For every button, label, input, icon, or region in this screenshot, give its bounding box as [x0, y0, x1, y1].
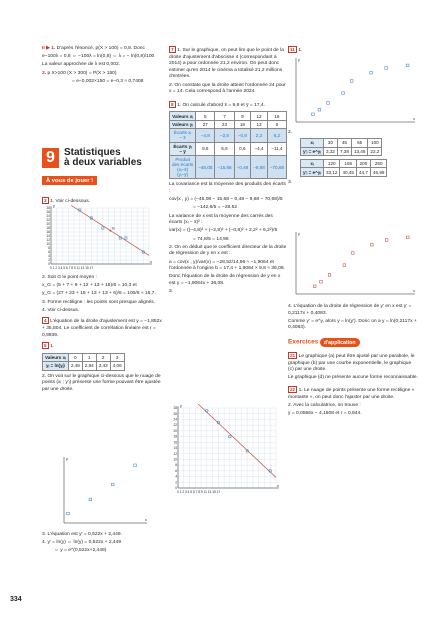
ex8-cell: −11,4	[267, 142, 286, 155]
section-header	[42, 147, 142, 168]
ex11a-cell: 100	[368, 139, 382, 147]
ex21-text: Le graphique (a) peut être ajusté par une parabole, le graphique (b) par une courbe exponentielle, le graphique (c) par une droite.	[288, 354, 415, 373]
ex5-q1: 1.	[50, 344, 55, 350]
ex11b-cell: 33,12	[323, 168, 340, 176]
ex8-cell: 12	[251, 112, 268, 120]
column-3	[288, 46, 418, 56]
data-point	[320, 280, 323, 283]
ex5-number: 5	[44, 343, 47, 349]
ex5-cell: 2,48	[68, 362, 82, 370]
ex11-q2: 2.	[288, 130, 293, 135]
ex11b-cell: 44,7	[356, 168, 370, 176]
intro-label2: 2.	[42, 70, 47, 76]
x-axis-label: x	[145, 518, 147, 522]
ex8-cell: 27	[196, 120, 215, 128]
y-tick-label: 10	[46, 242, 50, 247]
mean-point-label: G	[111, 226, 115, 231]
ex11-q4a: 4. L'équation de la droite de régression de y' en x est y' = 0,2117x + 0,4083.	[288, 304, 412, 316]
a-vous-label: À vous de jouer !	[42, 176, 97, 185]
ex8-cell: Valeurs xᵢ	[170, 112, 196, 120]
y-axis-label: y	[180, 404, 182, 408]
y-tick-label: 26	[173, 411, 177, 416]
ex7-number: 7	[171, 47, 174, 52]
ex8-cell: −70,68	[267, 155, 286, 178]
data-point	[111, 483, 114, 486]
ex8-cell: 0,6	[234, 142, 251, 155]
ex11a-cell: 45	[337, 139, 351, 147]
ex11b-cell: xᵢ	[301, 159, 324, 167]
y-tick-label: 16	[173, 440, 177, 445]
ex8-q3: 3.	[169, 289, 174, 295]
y-tick-label: 24	[46, 214, 50, 219]
ex8-cell: −15,68	[215, 155, 234, 178]
ex8-cell: 13	[251, 120, 268, 128]
ex11b-cell: 165	[340, 159, 357, 167]
ex8-cov-2: = −142,6/5 = −28,52	[193, 205, 238, 211]
data-point	[342, 92, 345, 95]
ex11a-cell: 65	[351, 139, 368, 147]
data-point	[328, 274, 331, 277]
ex11b-cell: y'ᵢ = e^yᵢ	[301, 168, 324, 176]
ex11b-cell: 200	[356, 159, 370, 167]
ex8-cell: 9,6	[196, 142, 215, 155]
data-point	[318, 108, 321, 111]
x-axis-label: x	[413, 289, 415, 293]
ex5-cell: 1	[82, 353, 96, 361]
data-point	[385, 67, 388, 70]
ex8-cell: 6	[267, 120, 286, 128]
ex8-a: a = cov(x , y)/var(x) = −28,52/14,96 ≈ −1,9064 et l'ordonnée à l'origine b = 17,4 + 1,9064 × 9,8 ≈ 36,08.	[169, 259, 285, 272]
data-point	[134, 464, 137, 467]
section-title-2: à deux variables	[64, 157, 142, 168]
y-tick-label: 28	[173, 406, 177, 411]
ex3-q1: 1. Voir ci-dessous.	[50, 199, 91, 204]
chart-3	[169, 404, 281, 496]
ex22-q3: y = 0,0556x − 4,1508 et r = 0,944.	[288, 411, 362, 417]
ex5-table	[42, 353, 125, 371]
ex8-cell: 5	[196, 112, 215, 120]
ex3-answers	[42, 275, 164, 395]
ex8-cell: −46,08	[196, 155, 215, 178]
ex3-q3: 3. Forme rectiligne : les points sont presque alignés.	[42, 299, 156, 305]
y-axis-label: y	[53, 204, 55, 208]
ex11a-cell: 13,46	[351, 147, 368, 155]
y-tick-label: 20	[173, 428, 177, 433]
ex4-number: 4	[44, 318, 47, 324]
data-point	[370, 71, 373, 74]
y-tick-label: 8	[48, 246, 50, 251]
ex8-cell: 16	[267, 112, 286, 120]
y-tick-label: 18	[46, 226, 50, 231]
data-point	[351, 252, 354, 255]
ex11a-cell: 22,2	[368, 147, 382, 155]
y-tick-label: 14	[46, 234, 50, 239]
ex11-table-a	[300, 138, 382, 156]
y-axis-label: y	[66, 457, 68, 461]
ex8-concl: Donc l'équation de la droite de régression de y en x est y = −1,9064x + 36,08.	[169, 274, 281, 287]
ex11b-cell: 120	[323, 159, 340, 167]
y-tick-label: 2	[175, 480, 177, 485]
ex8-table	[169, 111, 287, 179]
ex5-cell: 3,43	[96, 362, 110, 370]
ex7-text: 1. Sur le graphique, on peut lire que le point de la droite d'ajustement d'abscisse 4 (correspondant à 2014) a pour ordonnée 21,2 environ. On peut donc estimer qu'en 2014 le cinéma a totalisé 21,2 millions d'entrées.	[169, 48, 284, 80]
x-tick-labels: 0 1 2 3 4 5 6 7 8 9 11 13 15 17	[177, 490, 221, 494]
y-tick-label: 18	[173, 434, 177, 439]
intro-line1: D'après l'énoncé, p(X > 100) = 0,8. Donc	[56, 46, 145, 51]
ex5-cell: 0	[68, 353, 82, 361]
y-tick-label: 20	[46, 222, 50, 227]
x-axis-label: x	[277, 484, 279, 488]
y-tick-label: 6	[175, 468, 177, 473]
data-point	[327, 102, 330, 105]
ex11-q4b: Comme y' = e^y, alors y = ln(y'). Donc on a y = ln(0,2117x + 0,4083).	[288, 318, 417, 331]
ex8-cell: 2,2	[251, 129, 268, 142]
ex5-cell: 2,94	[82, 362, 96, 370]
ex21-number: 21	[290, 353, 296, 359]
ex22-q2: 2. Avec la calculatrice, on trouve :	[288, 402, 361, 408]
data-point	[371, 243, 374, 246]
data-point	[312, 113, 315, 116]
y-tick-label: 0	[175, 486, 177, 491]
ex3-q2a: 2. Soit G le point moyen :	[42, 275, 97, 280]
data-point	[406, 236, 409, 239]
ex5-cell: 3	[110, 353, 124, 361]
data-point	[89, 498, 92, 501]
ex11b-cell: 40,45	[340, 168, 357, 176]
ex5-q3: 3. L'équation est y' = 0,522x + 2,449.	[42, 532, 122, 537]
y-tick-label: 22	[173, 423, 177, 428]
ex8-cell: Valeurs yᵢ	[170, 120, 196, 128]
column-1	[42, 46, 164, 87]
intro-line3: La valeur approchée de λ est 0,002.	[42, 62, 121, 68]
section-title-1: Statistiques	[64, 147, 121, 158]
chart-4	[290, 56, 418, 126]
y-tick-label: 12	[173, 451, 177, 456]
data-point	[67, 512, 70, 515]
ex8-q2: 2. On en déduit que le coefficient directeur de la droite de régression de y en x est :	[169, 244, 287, 257]
y-tick-label: 2	[48, 258, 50, 263]
exercices-header	[288, 338, 418, 347]
ex8-cell: Écarts xᵢ − x̄	[170, 129, 196, 142]
ex11-q1: 1.	[298, 48, 303, 53]
ex8-number: 8	[171, 101, 174, 107]
ex11a-cell: 30	[323, 139, 337, 147]
intro-label: II ▶ 1.	[42, 46, 56, 51]
ex3-q2c: y_G = (27 + 23 + 18 + 13 + 13 + 6)/6 = 100/6 ≈ 16,7.	[42, 291, 156, 297]
y-tick-label: 8	[175, 463, 177, 468]
data-point	[313, 285, 316, 288]
y-tick-label: 4	[48, 254, 50, 259]
data-point	[343, 264, 346, 267]
ex8-cell: Produit des écarts (xᵢ−x̄)(yᵢ−ȳ)	[170, 155, 196, 178]
y-tick-label: 0	[48, 262, 50, 267]
ex5-q2: 2. On voit sur le graphique ci-dessous que le nuage de points (xᵢ ; y'ᵢ) présente une forme pouvant être ajustée par une droite.	[42, 373, 161, 392]
y-tick-label: 24	[173, 417, 177, 422]
ex7-text2: 2. On constate que la droite atteint l'ordonnée 24 pour x = 14. Cela correspond à l'année 2024.	[169, 82, 286, 95]
ex8-cell: −9,68	[251, 155, 268, 178]
ex8-cov-1: cov(x , y) = (−46,08 − 15,68 − 0,48 − 9,68 − 70,68)/5	[169, 197, 283, 203]
ex8-cell: −4,4	[251, 142, 268, 155]
ex5-cell: Valeurs xᵢ	[43, 353, 69, 361]
y-tick-label: 16	[46, 230, 50, 235]
page-number: 334	[10, 596, 22, 603]
ex8-cell: 5,6	[215, 142, 234, 155]
ex11a-cell: 7,38	[337, 147, 351, 155]
d-application-pill: d'application	[320, 338, 360, 347]
x-tick-labels: 0 1 2 3 4 5 6 7 8 9 11 13 15 17	[50, 266, 94, 270]
ex5-cell: 4,06	[110, 362, 124, 370]
y-tick-label: 12	[46, 238, 50, 243]
ex3-q2b: x_G = (5 + 7 + 9 + 12 + 13 + 16)/6 = 10,3 et	[42, 283, 137, 289]
y-tick-label: 6	[48, 250, 50, 255]
x-axis-label: x	[150, 260, 152, 264]
data-point	[406, 64, 409, 67]
y-tick-label: 28	[46, 206, 50, 211]
ex5-cell: 2	[96, 353, 110, 361]
ex11a-cell: 3,32	[323, 147, 337, 155]
ex8-cell: −0,8	[234, 129, 251, 142]
ex8-cell: 23	[215, 120, 234, 128]
ex22-number: 22	[290, 387, 296, 393]
ex8-cell: 7	[215, 112, 234, 120]
ex8-q1: 1. On calcule d'abord x̄ = 9,8 et ȳ = 17,4.	[177, 102, 265, 108]
y-tick-label: 22	[46, 218, 50, 223]
ex21-text2: Le graphique (d) ne présente aucune forme reconnaissable.	[288, 375, 418, 381]
column-2	[169, 46, 287, 297]
exercices-title: Exercices	[288, 338, 319, 346]
ex8-cell: Écarts yᵢ − ȳ	[170, 142, 196, 155]
ex8-cell: −2,8	[215, 129, 234, 142]
ex8-var-intro: La variance de x est la moyenne des carrés des écarts (xᵢ − x̄)² :	[169, 213, 273, 226]
data-point	[350, 80, 353, 83]
ex5-q4a: 4. y' = ln(y) ⇔ ln(y) = 0,522x + 2,449	[42, 540, 122, 546]
y-tick-label: 10	[173, 457, 177, 462]
y-tick-label: 4	[175, 474, 177, 479]
y-tick-label: 26	[46, 210, 50, 215]
ex3-q4: 4. Voir ci-dessus.	[42, 307, 80, 313]
ex8-var-1: var(x) = ((−4,8)² + (−2,8)² + (−0,8)² + 2,2² + 6,2²)/5	[169, 228, 278, 234]
y-tick-label: 14	[173, 446, 177, 451]
ex11a-cell: xᵢ	[301, 139, 324, 147]
chart-1	[42, 204, 154, 272]
ex5-end	[42, 532, 164, 557]
a-vous-banner	[42, 176, 97, 185]
ex8-cell: 9	[234, 112, 251, 120]
ex11-number: 11	[290, 47, 295, 52]
ex4-text: L'équation de la droite d'ajustement est y = −1,852x + 35,804. Le coefficient de corrélation linéaire est r = 0,9939.	[42, 319, 162, 338]
y-axis-label: y	[298, 58, 300, 62]
ex11a-cell: y'ᵢ = e^yᵢ	[301, 147, 324, 155]
ex8-cell: −4,8	[196, 129, 215, 142]
ex11-end	[288, 304, 418, 419]
ex5-q4b: ⇔ y = e^(0,522x+2,449)	[54, 548, 107, 554]
intro-line5: = e−0,002×150 = e−0,3 ≈ 0,7408	[72, 78, 144, 84]
ex11b-cell: 250	[370, 159, 387, 167]
ex8-cell: 18	[234, 120, 251, 128]
section-number: 9	[42, 148, 59, 168]
data-point	[385, 239, 388, 242]
ex8-cell: 6,2	[267, 129, 286, 142]
ex3-number: 3	[44, 198, 47, 203]
ex22-q1: 1. Le nuage de points présente une forme rectiligne « montante », on peut donc l'ajuster par une droite.	[288, 388, 415, 400]
chart-5	[290, 230, 418, 298]
ex11-q3: 3.	[288, 179, 293, 185]
ex5-cell: yᵢ = ln(yᵢ)	[43, 362, 69, 370]
ex11-tables	[288, 130, 418, 188]
ex11b-cell: 46,99	[370, 168, 387, 176]
intro-line2: e−100λ = 0,8 ⇔ −100λ = ln(0,8) ⇔ λ = − ln(0,8)/100	[42, 54, 155, 60]
y-axis-label: y	[298, 232, 300, 236]
ex8-cell: −0,48	[234, 155, 251, 178]
ex8-var-2: = 74,8/5 = 14,96	[193, 236, 229, 242]
x-axis-label: x	[413, 117, 415, 121]
intro-line4: p X>100 (X > 300) = P(X > 150)	[47, 70, 117, 76]
chart-2	[58, 455, 150, 527]
ex11-table-b	[300, 159, 387, 177]
ex8-cov-intro: La covariance est la moyenne des produits des écarts :	[169, 182, 286, 194]
